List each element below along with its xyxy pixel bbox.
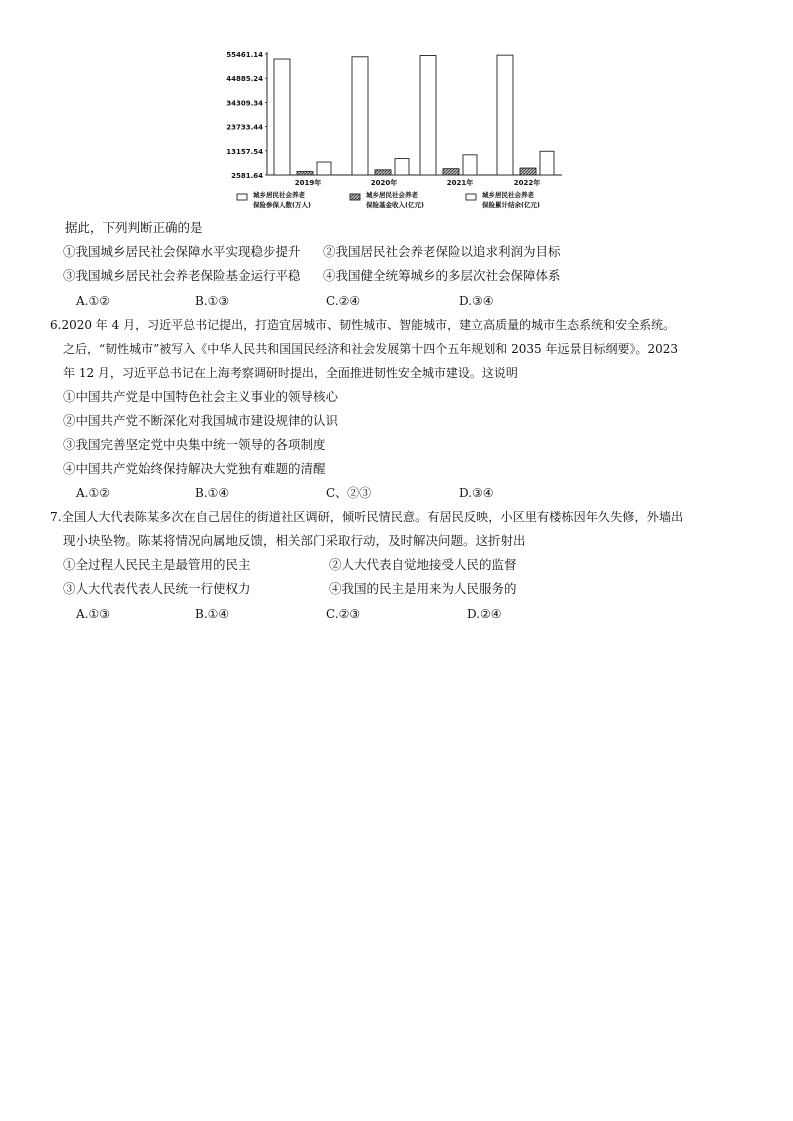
q5-stem: 据此，下列判断正确的是: [65, 220, 203, 235]
q6-choice-d[interactable]: D.③④: [459, 486, 494, 500]
bar-2-1: [297, 172, 313, 175]
legend-swatch: [237, 194, 247, 200]
x-tick-label: 2019年: [294, 179, 322, 187]
q5-choice-a[interactable]: A.①②: [76, 294, 110, 308]
legend-swatch: [350, 194, 360, 200]
bar-1-3: [420, 56, 436, 175]
q5-choice-b[interactable]: B.①③: [195, 294, 230, 308]
q5-choice-d[interactable]: D.③④: [459, 294, 494, 308]
legend-label: 保险基金收入(亿元): [366, 201, 424, 209]
bar-3-4: [540, 151, 554, 175]
q6-choice-c[interactable]: C、②③: [326, 486, 372, 500]
q6-option-1: ①中国共产党是中国特色社会主义事业的领导核心: [63, 389, 339, 404]
bar-3-3: [463, 155, 477, 175]
q7-option-2: ②人大代表自觉地接受人民的监督: [329, 557, 517, 572]
q6-stem-line-1: 6.2020 年 4 月，习近平总书记提出，打造宜居城市、韧性城市、智能城市，建立高质量的城市生态系统和安全系统。: [50, 318, 676, 332]
y-tick-label: 34309.34: [226, 99, 263, 108]
bar-2-2: [375, 170, 391, 175]
bar-chart: [222, 44, 572, 214]
q7-choice-d[interactable]: D.②④: [467, 607, 502, 621]
q6-choice-b[interactable]: B.①④: [195, 486, 230, 500]
q6-option-4: ④中国共产党始终保持解决大党独有难题的清醒: [63, 461, 326, 476]
q7-stem-line-2: 现小块坠物。陈某将情况向属地反馈，相关部门采取行动，及时解决问题。这折射出: [63, 533, 526, 548]
y-tick-label: 23733.44: [226, 123, 263, 132]
q5-option-1: ①我国城乡居民社会保障水平实现稳步提升: [63, 244, 301, 259]
bar-1-1: [274, 59, 290, 175]
legend-label: 城乡居民社会养老: [253, 191, 305, 199]
q6-option-2: ②中国共产党不断深化对我国城市建设规律的认识: [63, 413, 339, 428]
legend-label: 保险累计结余(亿元): [482, 201, 540, 209]
y-axis-ticks: [226, 51, 267, 180]
q5-choice-c[interactable]: C.②④: [326, 294, 361, 308]
q6-option-3: ③我国完善坚定党中央集中统一领导的各项制度: [63, 437, 326, 452]
q6-choice-a[interactable]: A.①②: [76, 486, 110, 500]
q7-option-4: ④我国的民主是用来为人民服务的: [329, 581, 517, 596]
q6-stem-line-2: 之后，“韧性城市”被写入《中华人民共和国国民经济和社会发展第十四个五年规划和 2035 年远景目标纲要》。2023: [63, 342, 678, 356]
q7-option-1: ①全过程人民民主是最管用的民主: [63, 557, 251, 572]
bar-1-4: [497, 55, 513, 175]
y-tick-label: 2581.64: [231, 172, 263, 180]
q7-choice-a[interactable]: A.①③: [76, 607, 110, 621]
bars: [274, 55, 554, 175]
bar-1-2: [352, 57, 368, 175]
bar-3-2: [395, 159, 409, 175]
legend-label: 城乡居民社会养老: [482, 191, 534, 199]
q6-stem-line-3: 年 12 月，习近平总书记在上海考察调研时提出，全面推进韧性安全城市建设。这说明: [63, 366, 518, 380]
q7-option-3: ③人大代表代表人民统一行使权力: [63, 581, 251, 596]
x-tick-label: 2022年: [513, 179, 541, 187]
q7-choice-b[interactable]: B.①④: [195, 607, 230, 621]
legend-label: 城乡居民社会养老: [366, 191, 418, 199]
q5-option-4: ④我国健全统筹城乡的多层次社会保障体系: [323, 268, 561, 283]
q5-option-3: ③我国城乡居民社会养老保险基金运行平稳: [63, 268, 301, 283]
bar-2-4: [520, 168, 536, 175]
legend: [237, 190, 540, 209]
q7-choice-c[interactable]: C.②③: [326, 607, 361, 621]
bar-3-1: [317, 162, 331, 175]
q5-option-2: ②我国居民社会养老保险以追求利润为目标: [323, 244, 561, 259]
legend-swatch: [466, 194, 476, 200]
x-axis-labels: [295, 178, 540, 187]
q7-stem-line-1: 7.全国人大代表陈某多次在自己居住的街道社区调研，倾听民情民意。有居民反映，小区里有楼栋因年久失修，外墙出: [50, 510, 684, 524]
x-tick-label: 2020年: [370, 179, 398, 187]
y-tick-label: 55461.14: [226, 51, 263, 59]
legend-label: 保险参保人数(万人): [253, 201, 311, 209]
x-tick-label: 2021年: [446, 179, 474, 187]
y-tick-label: 44885.24: [226, 75, 263, 84]
y-tick-label: 13157.54: [226, 147, 263, 156]
bar-2-3: [443, 169, 459, 175]
